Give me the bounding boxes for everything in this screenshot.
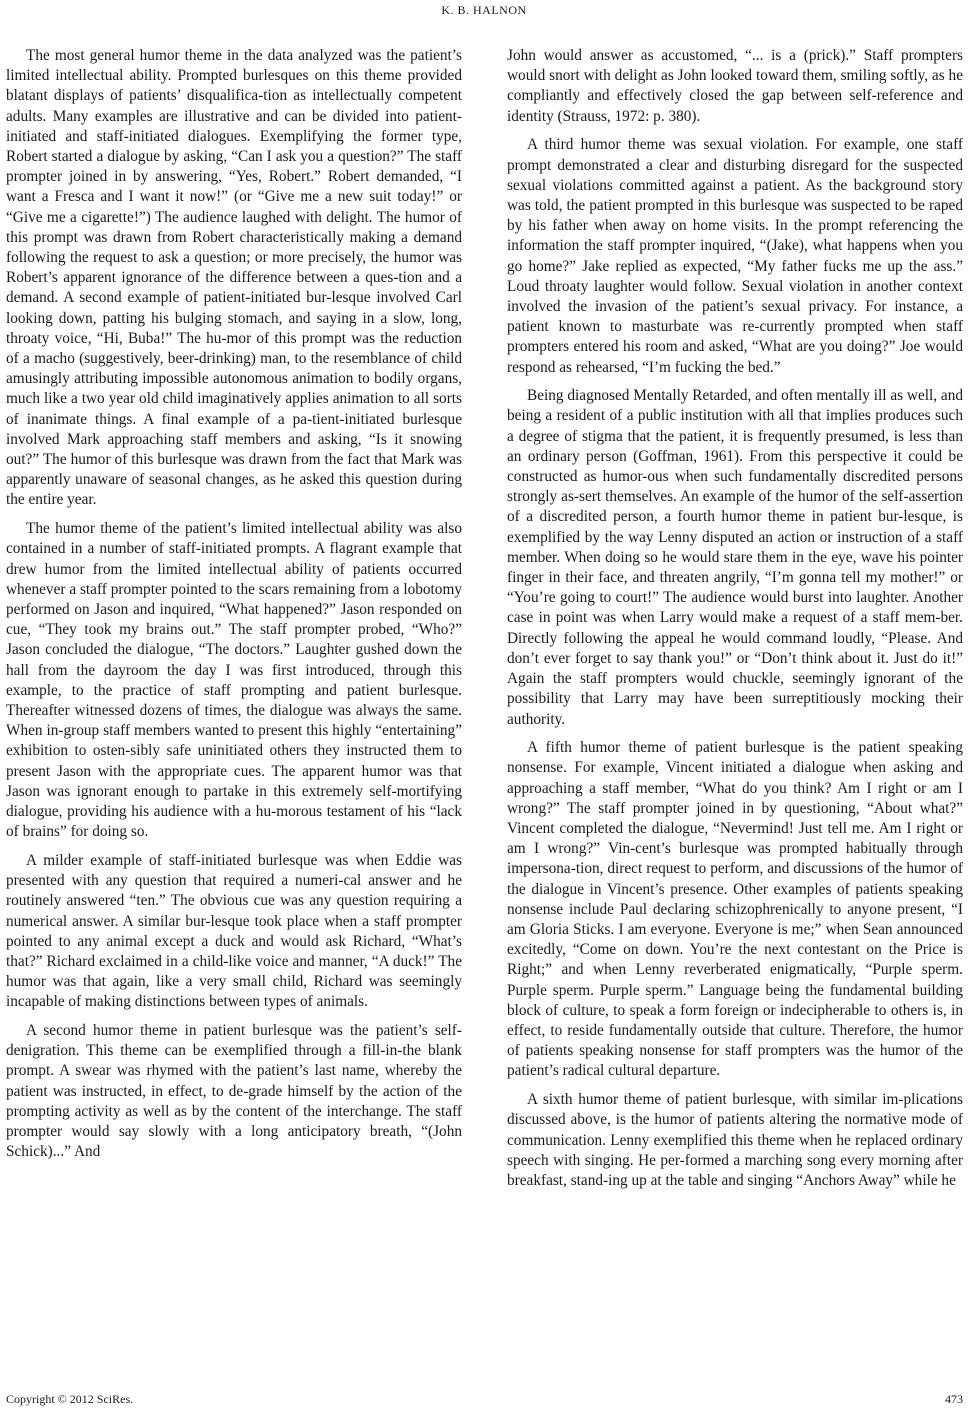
page-number: 473 [945,1392,963,1406]
paragraph: A third humor theme was sexual violation. For example, one staff prompt demonstrated a clear and disturbing disregard for the suspected sexual violations committed against a patient. As the background story was told, the patient prompted in this burlesque was suspected to be raped by his father when away on home visits. In the prompt referencing the information the staff prompter inquired, “(Jake), what happens when you go home?” Jake replied as expected, “My father fucks me up the ass.” Loud throaty laughter would follow. Sexual violation in another context involved the invasion of the patient’s sexual privacy. For instance, a patient known to masturbate was re-currently prompted when staff prompters entered his room and asked, “What are you doing?” Joe would respond as rehearsed, “I’m fucking the bed.” [507,136,963,376]
paragraph: A second humor theme in patient burlesque was the patient’s self-denigration. This theme can be exemplified through a fill-in-the blank prompt. A swear was rhymed with the patient’s last name, whereby the patient was instructed, in effect, to de-grade himself by the action of the prompting activity as well as by the content of the interchange. The staff prompter would say slowly with a long anticipatory breath, “(John Schick)...” And [6,1022,462,1161]
paragraph: A fifth humor theme of patient burlesque is the patient speaking nonsense. For example, Vincent initiated a dialogue when asking and approaching a staff member, “What do you think? Am I right or am I wrong?” The staff prompter joined in by questioning, “About what?” Vincent completed the dialogue, “Nevermind! Just tell me. Am I right or am I wrong?” Vin-cent’s burlesque was prompted habitually through impersona-tion, direct request to perform, and discussions of the humor of the dialogue in Vincent’s presence. Other examples of patients speaking nonsense include Paul declaring schizophrenically to anyone present, “I am Gloria Sticks. I am everyone. Everyone is me;” when Sean announced excitedly, “Come on down. You’re the next contestant on the Price is Right;” and when Lenny reverberated enigmatically, “Purple sperm. Purple sperm. Purple sperm.” Language being the fundamental building block of culture, to speak a form foreign or indecipherable to others is, in effect, to reside fundamentally outside that culture. Therefore, the humor of patients speaking nonsense for staff prompters was the humor of the patient’s radical cultural departure. [507,739,963,1080]
paragraph: The humor theme of the patient’s limited intellectual ability was also contained in a number of staff-initiated prompts. A flagrant example that drew humor from the limited intellectual ability of patients occurred whenever a staff prompter pointed to the scars remaining from a lobotomy performed on Jason and inquired, “What happened?” Jason responded on cue, “They took my brains out.” The staff prompter probed, “Who?” Jason concluded the dialogue, “The doctors.” Laughter gushed down the hall from the dayroom the day I was first introduced, through this example, to the practice of staff prompting and patient burlesque. Thereafter witnessed dozens of times, the dialogue was always the same. When in-group staff members wanted to present this highly “entertaining” exhibition to osten-sibly safe uninitiated others they instructed them to present Jason with the appropriate cues. The apparent humor was that Jason was ignorant enough to partake in this extremely self-mortifying dialogue, providing his audience with a hu-morous testament of his “lack of brains” for doing so. [6,520,462,841]
paragraph: Being diagnosed Mentally Retarded, and often mentally ill as well, and being a resident of a public institution with all that implies produces such a degree of stigma that the patient, it is frequently presumed, is less than an ordinary person (Goffman, 1961). From this perspective it could be constructed as humor-ous when such fundamentally discredited persons strongly as-sert themselves. An example of the humor of the self-assertion of a discredited person, a fourth humor theme in patient bur-lesque, is exemplified by the way Lenny disputed an action or instruction of a staff member. When doing so he would stare them in the eye, wave his pointer finger in their face, and threaten angrily, “I’m gonna tell my mother!” or “You’re going to court!” The audience would burst into laughter. Another case in point was when Larry would make a request of a staff mem-ber. Directly following the appeal he would command loudly, “Please. And don’t ever forget to say thank you!” or “Don’t think about it. Just do it!” Again the staff prompters would chuckle, seemingly ignorant of the possibility that Larry may have been surreptitiously mocking their authority. [507,387,963,728]
paragraph: The most general humor theme in the data analyzed was the patient’s limited intellectual ability. Prompted burlesques on this theme provided blatant displays of patients’ disqualifica-tion as intellectually competent adults. Many examples are illustrative and can be divided into patient-initiated and staff-initiated dialogues. Exemplifying the former type, Robert started a dialogue by asking, “Can I ask you a question?” The staff prompter joined in by answering, “Yes, Robert.” Robert demanded, “I want a Fresca and I want it now!” (or “Give me a new suit today!” or “Give me a cigarette!”) The audience laughed with delight. The humor of this prompt was drawn from Robert characteristically making a demand following the request to ask a question; or more precisely, the humor was Robert’s apparent ignorance of the difference between a ques-tion and a demand. A second example of patient-initiated bur-lesque involved Carl looking down, patting his bulging stomach, and saying in a slow, long, throaty voice, “Hi, Buba!” The hu-mor of this prompt was the reduction of a macho (suggestively, beer-drinking) man, to the resemblance of child amusingly attributing impossible autonomous animation to bodily organs, much like a two year old child imaginatively applies animation to all sorts of inanimate things. A final example of a pa-tient-initiated burlesque involved Mark approaching staff members and asking, “Is it snowing out?” The humor of this burlesque was drawn from the fact that Mark was apparently unaware of seasonal changes, as he asked this question during the entire year. [6,47,462,509]
paragraph: A sixth humor theme of patient burlesque, with similar im-plications discussed above, is the humor of patients altering the normative mode of communication. Lenny exemplified this theme when he replaced ordinary speech with singing. He per-formed a marching song every morning after breakfast, stand-ing up at the table and singing “Anchors Away” while he [507,1091,963,1189]
paragraph: A milder example of staff-initiated burlesque was when Eddie was presented with any question that required a numeri-cal answer and he routinely answered “ten.” The obvious cue was any question requiring a numerical answer. A similar bur-lesque took place when a staff prompter pointed to any animal except a duck and would ask Richard, “What’s that?” Richard exclaimed in a child-like voice and manner, “A duck!” The humor was that again, like a very small child, Richard was seemingly incapable of making distinctions between types of animals. [6,851,462,1011]
running-head: K. B. HALNON [441,3,527,17]
copyright-notice: Copyright © 2012 SciRes. [6,1392,134,1406]
left-column [6,46,462,1171]
paragraph-continuation: John would answer as accustomed, “... is a (prick).” Staff prompters would snort with delight as John looked toward them, smiling softly, as he compliantly and effectively closed the gap between self-reference and identity (Strauss, 1972: p. 380). [507,47,963,125]
right-column [507,46,963,1200]
